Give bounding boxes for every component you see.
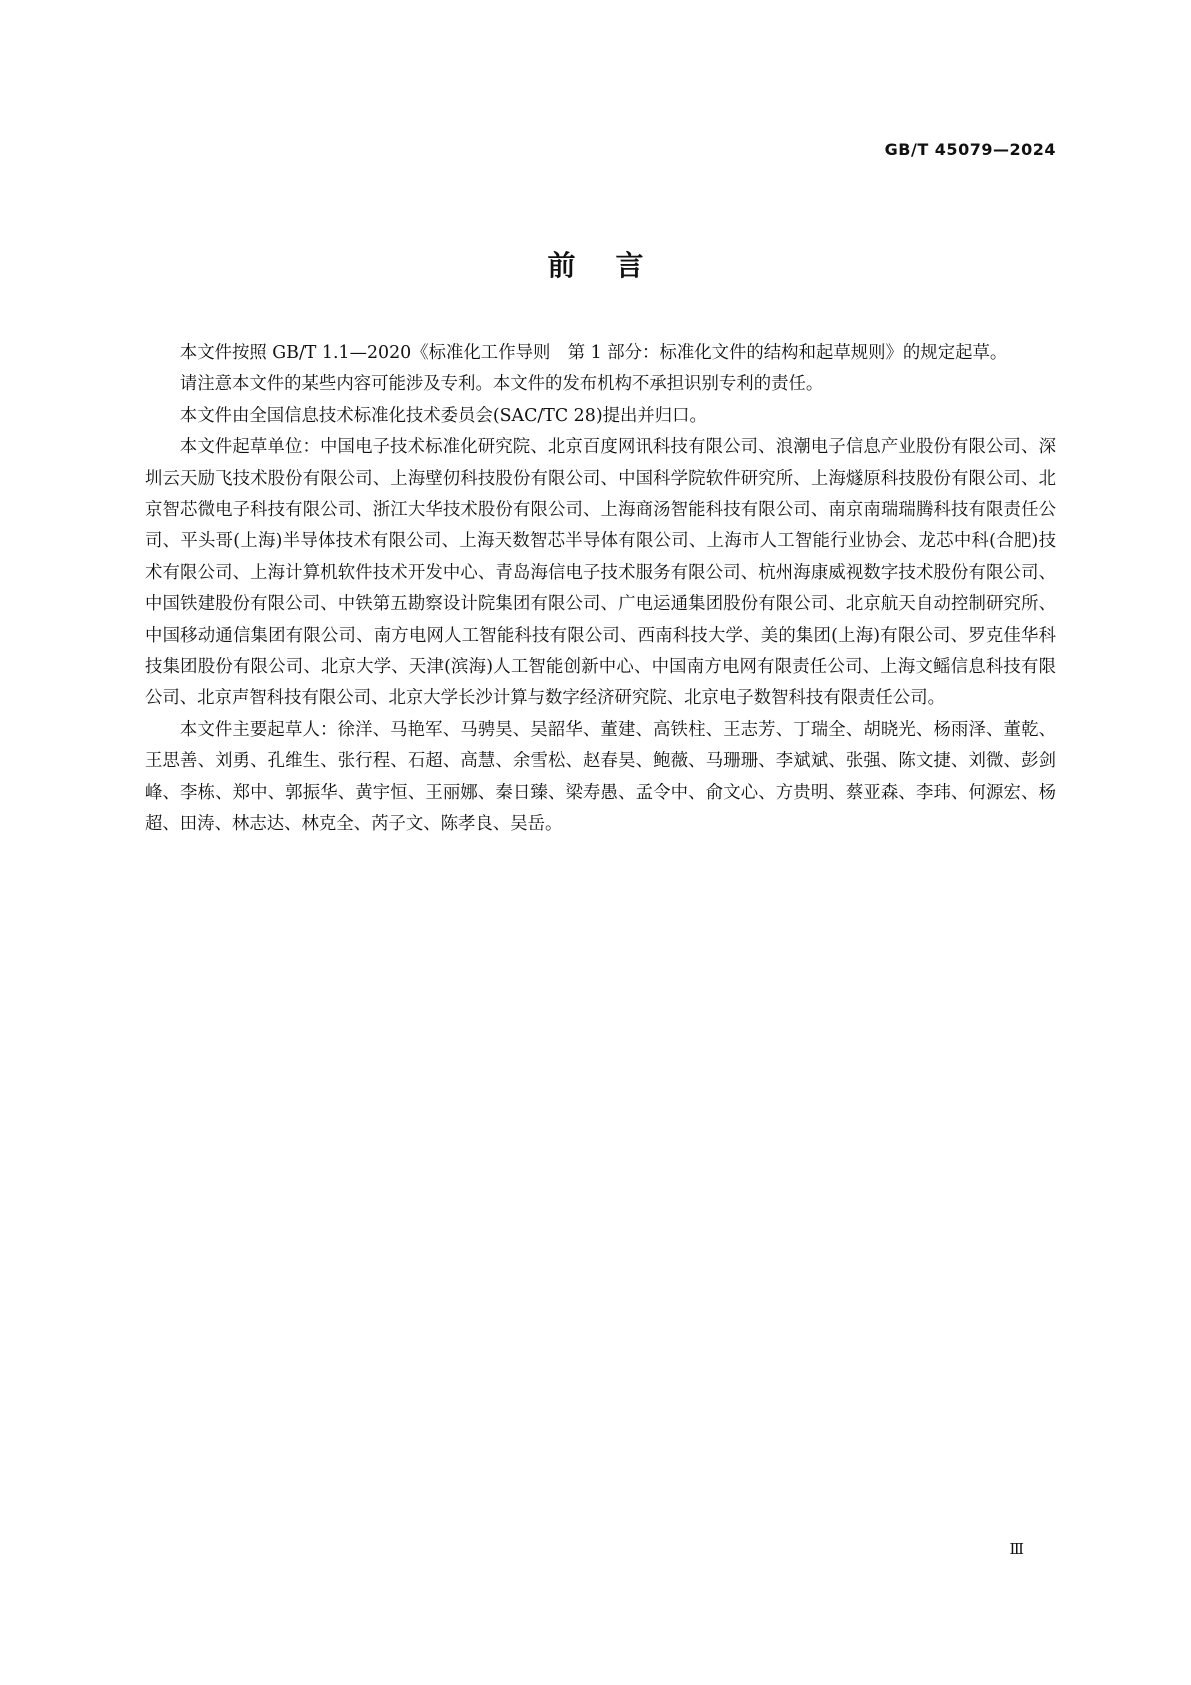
preface-body <box>145 338 1056 841</box>
paragraph-drafting-units: 本文件起草单位：中国电子技术标准化研究院、北京百度网讯科技有限公司、浪潮电子信息产业股份有限公司、深圳云天励飞技术股份有限公司、上海壁仞科技股份有限公司、中国科学院软件研究所、上海燧原科技股份有限公司、北京智芯微电子科技有限公司、浙江大华技术股份有限公司、上海商汤智能科技有限公司、南京南瑞瑞腾科技有限责任公司、平头哥(上海)半导体技术有限公司、上海天数智芯半导体有限公司、上海市人工智能行业协会、龙芯中科(合肥)技术有限公司、上海计算机软件技术开发中心、青岛海信电子技术服务有限公司、杭州海康威视数字技术股份有限公司、中国铁建股份有限公司、中铁第五勘察设计院集团有限公司、广电运通集团股份有限公司、北京航天自动控制研究所、中国移动通信集团有限公司、南方电网人工智能科技有限公司、西南科技大学、美的集团(上海)有限公司、罗克佳华科技集团股份有限公司、北京大学、天津(滨海)人工智能创新中心、中国南方电网有限责任公司、上海文鳐信息科技有限公司、北京声智科技有限公司、北京大学长沙计算与数字经济研究院、北京电子数智科技有限责任公司。 <box>145 437 1056 709</box>
page-number: Ⅲ <box>1009 1540 1024 1558</box>
paragraph-patent-notice: 请注意本文件的某些内容可能涉及专利。本文件的发布机构不承担识别专利的责任。 <box>179 374 824 395</box>
paragraph-drafters: 本文件主要起草人：徐洋、马艳军、马骋昊、吴韶华、董建、高铁柱、王志芳、丁瑞全、胡晓光、杨雨泽、董乾、王思善、刘勇、孔维生、张行程、石超、高慧、余雪松、赵春昊、鲍薇、马珊珊、李斌斌、张强、陈文捷、刘微、彭剑峰、李栋、郑中、郭振华、黄宇恒、王丽娜、秦日臻、梁寿愚、孟令中、俞文心、方贵明、蔡亚森、李玮、何源宏、杨超、田涛、林志达、林克全、芮子文、陈孝良、吴岳。 <box>145 719 1056 835</box>
paragraph-proposer: 本文件由全国信息技术标准化技术委员会(SAC/TC 28)提出并归口。 <box>179 405 707 426</box>
page-title: 前言 <box>547 249 684 282</box>
document-number: GB/T 45079—2024 <box>884 140 1056 159</box>
paragraph-drafting-rules: 本文件按照 GB/T 1.1—2020《标准化工作导则 第 1 部分：标准化文件的结构和起草规则》的规定起草。 <box>179 343 1008 363</box>
